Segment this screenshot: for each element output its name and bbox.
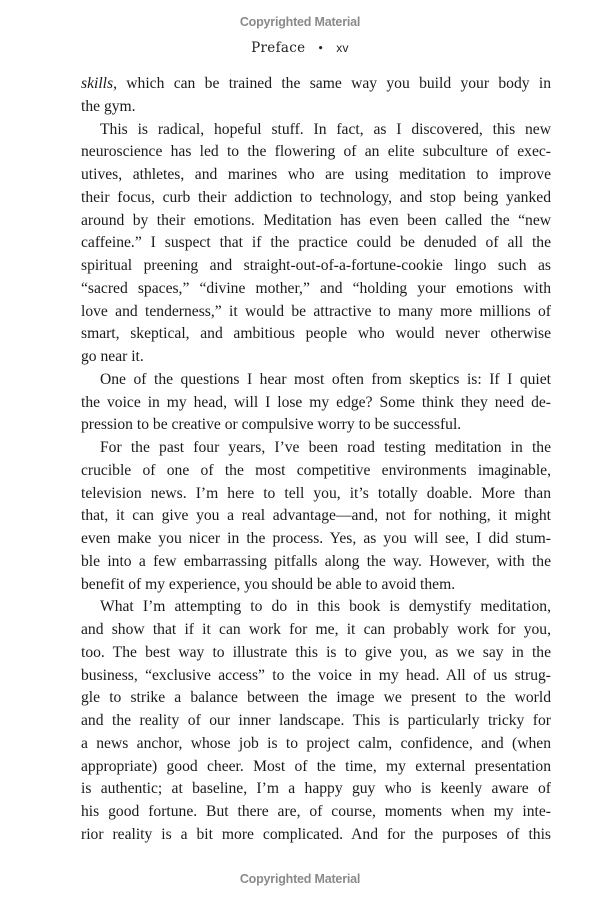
text-line: the gym. — [81, 97, 136, 115]
text-line: and the reality of our inner landscape. This is particularly tricky for — [81, 712, 551, 729]
text-line: crucible of one of the most competitive environments imaginable, — [81, 461, 551, 479]
text-line: go near it. — [81, 348, 144, 365]
copyright-watermark-bottom: Copyrighted Material — [239, 872, 361, 886]
body-text — [81, 73, 551, 847]
paragraph — [81, 119, 551, 369]
running-head-title: Preface — [251, 40, 306, 56]
page-number: xv — [336, 41, 349, 55]
paragraph — [81, 437, 551, 596]
text-line: This is radical, hopeful stuff. In fact, as I discovered, this new — [100, 120, 551, 138]
text-line: skills, which can be trained the same way you build your body in — [81, 75, 551, 92]
text-line: business, “exclusive access” to the voice in my head. All of us strug- — [81, 666, 551, 684]
text-line: his good fortune. But there are, of course, moments when my inte- — [81, 803, 551, 820]
text-line: neuroscience has led to the flowering of an elite subculture of exec- — [81, 143, 551, 161]
text-line: even make you nicer in the process. Yes, as you will see, I did stum- — [81, 530, 551, 547]
text-line: caffeine.” I suspect that if the practice could be denuded of all the — [81, 234, 551, 252]
text-line: benefit of my experience, you should be able to avoid them. — [81, 575, 456, 593]
text-line: gle to strike a balance between the image we present to the world — [81, 689, 551, 707]
text-line: television news. I’m here to tell you, it’s totally doable. More than — [81, 484, 551, 502]
separator-bullet: • — [317, 42, 325, 55]
text-line: and show that if it can work for me, it can probably work for you, — [81, 621, 551, 638]
text-line: ble into a few embarrassing pitfalls along the way. However, with the — [81, 552, 551, 570]
paragraph — [81, 596, 551, 846]
running-head — [0, 40, 600, 56]
text-line: spiritual preening and straight-out-of-a-fortune-cookie lingo such as — [81, 257, 551, 274]
copyright-watermark-top: Copyrighted Material — [239, 15, 361, 29]
italic-term: skills — [81, 75, 114, 92]
text-line: that, it can give you a real advantage—and, not for nothing, it might — [81, 507, 551, 525]
text-line: a news anchor, whose job is to project calm, confidence, and (when — [81, 734, 551, 752]
text-line: What I’m attempting to do in this book is demystify meditation, — [100, 598, 551, 616]
text-line: “sacred spaces,” “divine mother,” and “holding your emotions with — [81, 279, 551, 297]
text-line: appropriate) good cheer. Most of the time, my external presentation — [81, 757, 551, 775]
text-line: their focus, curb their addiction to technology, and stop being yanked — [81, 188, 551, 206]
text-line: love and tenderness,” it would be attractive to many more millions of — [81, 302, 551, 320]
text-line: is authentic; at baseline, I’m a happy guy who is keenly aware of — [81, 780, 551, 798]
text-line: utives, athletes, and marines who are using meditation to improve — [81, 166, 551, 183]
text-line: pression to be creative or compulsive worry to be successful. — [81, 416, 462, 434]
text-line: smart, skeptical, and ambitious people who would never otherwise — [81, 325, 551, 343]
text-line: the voice in my head, will I lose my edge? Some think they need de- — [81, 393, 551, 411]
text-line: For the past four years, I’ve been road testing meditation in the — [100, 439, 551, 456]
paragraph — [81, 73, 551, 119]
text-line: too. The best way to illustrate this is to give you, as we say in the — [81, 643, 551, 661]
text-line: around by their emotions. Meditation has even been called the “new — [81, 211, 551, 229]
text-line: rior reality is a bit more complicated. And for the purposes of this — [81, 825, 551, 843]
text-line: One of the questions I hear most often from skeptics is: If I quiet — [100, 370, 551, 388]
paragraph — [81, 369, 551, 437]
